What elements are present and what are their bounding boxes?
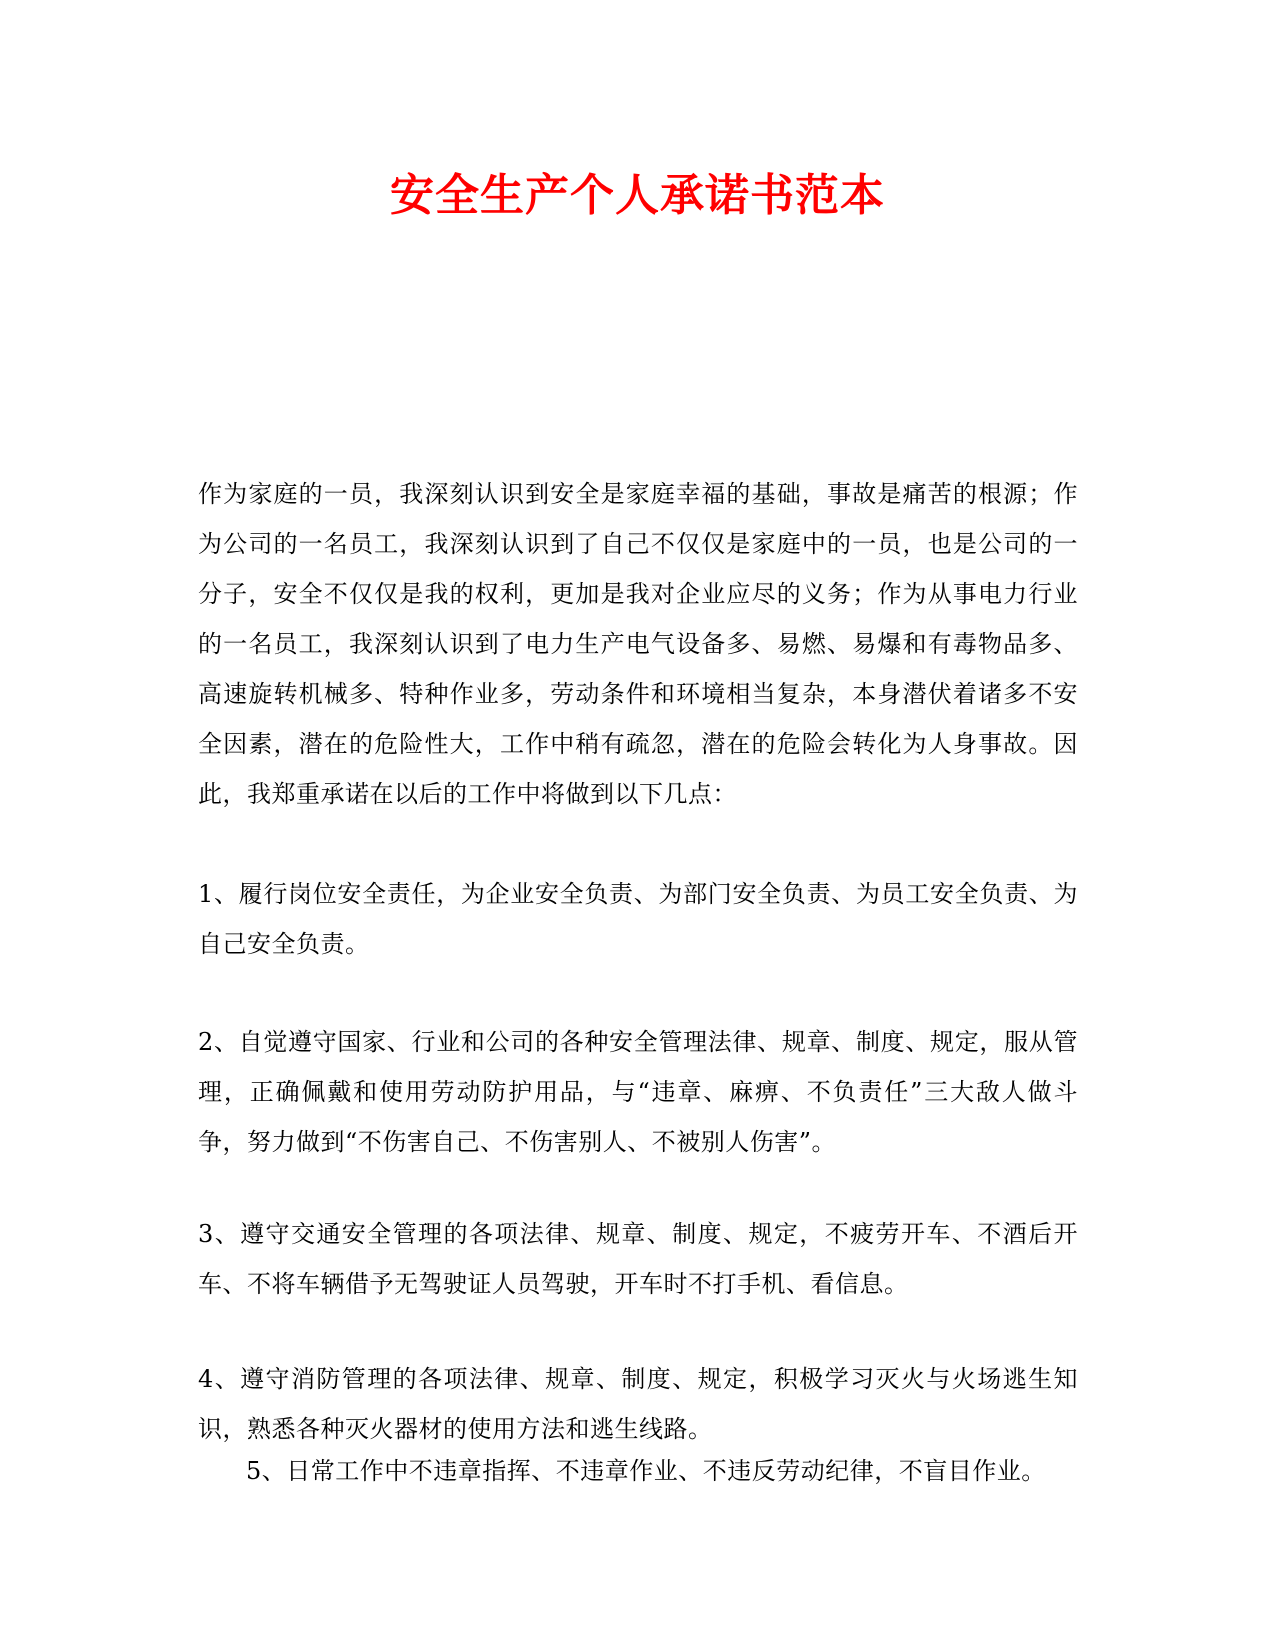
commitment-item-5: 5、日常工作中不违章指挥、不违章作业、不违反劳动纪律，不盲目作业。 bbox=[246, 1457, 1046, 1485]
commitment-item-4: 4、遵守消防管理的各项法律、规章、制度、规定，积极学习灭火与火场逃生知识，熟悉各种灭火器材的使用方法和逃生线路。 bbox=[198, 1365, 1078, 1443]
commitment-item-2: 2、自觉遵守国家、行业和公司的各种安全管理法律、规章、制度、规定，服从管理，正确佩戴和使用劳动防护用品，与“违章、麻痹、不负责任”三大敌人做斗争，努力做到“不伤害自己、不伤害别人、不被别人伤害”。 bbox=[198, 1028, 1078, 1156]
intro-paragraph: 作为家庭的一员，我深刻认识到安全是家庭幸福的基础，事故是痛苦的根源；作为公司的一名员工，我深刻认识到了自己不仅仅是家庭中的一员，也是公司的一分子，安全不仅仅是我的权利，更加是我对企业应尽的义务；作为从事电力行业的一名员工，我深刻认识到了电力生产电气设备多、易燃、易爆和有毒物品多、高速旋转机械多、特种作业多，劳动条件和环境相当复杂，本身潜伏着诸多不安全因素，潜在的危险性大，工作中稍有疏忽，潜在的危险会转化为人身事故。因此，我郑重承诺在以后的工作中将做到以下几点： bbox=[198, 480, 1078, 808]
document-title: 安全生产个人承诺书范本 bbox=[390, 170, 885, 221]
commitment-item-3: 3、遵守交通安全管理的各项法律、规章、制度、规定，不疲劳开车、不酒后开车、不将车辆借予无驾驶证人员驾驶，开车时不打手机、看信息。 bbox=[198, 1220, 1078, 1298]
commitment-item-1: 1、履行岗位安全责任，为企业安全负责、为部门安全负责、为员工安全负责、为自己安全负责。 bbox=[198, 880, 1078, 958]
